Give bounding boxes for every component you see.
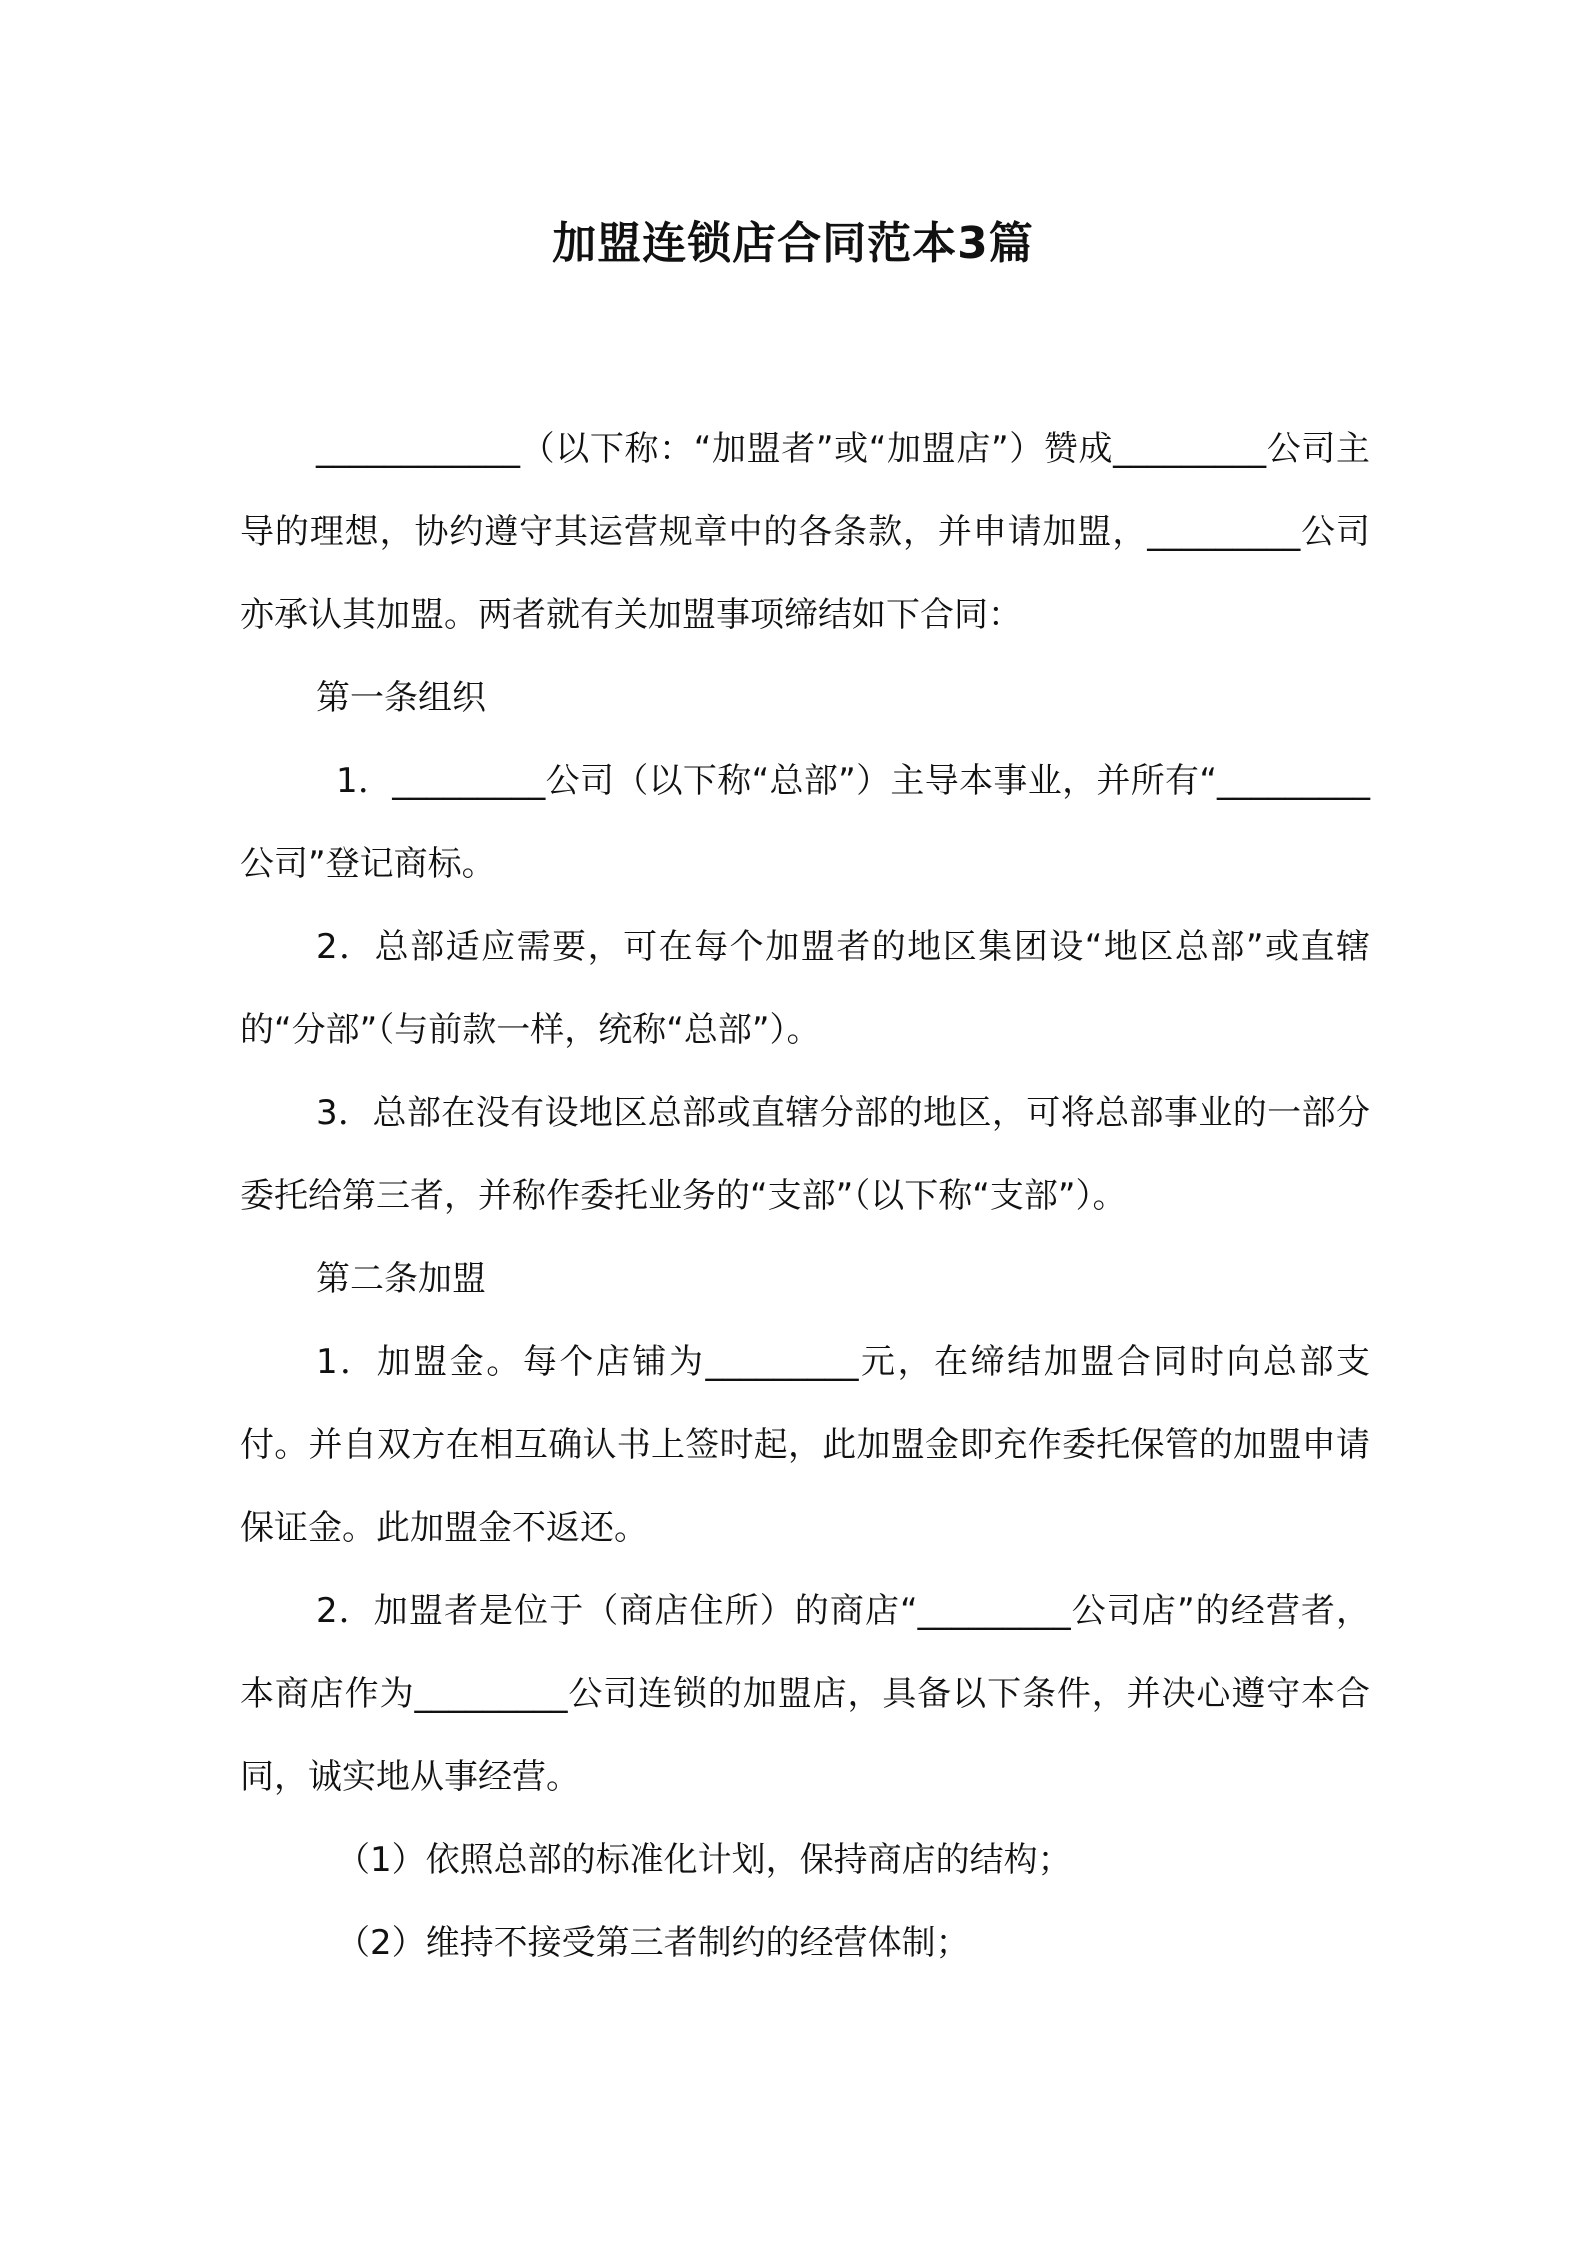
article-1-clause-3: 3．总部在没有设地区总部或直辖分部的地区，可将总部事业的一部分委托给第三者，并称作委托业务的“支部”（以下称“支部”）。 — [240, 1093, 1370, 1216]
article-1-clause-2: 2．总部适应需要，可在每个加盟者的地区集团设“地区总部”或直辖的“分部”（与前款一样，统称“总部”）。 — [240, 927, 1370, 1050]
article-1-clause-1: 1．_________公司（以下称“总部”）主导本事业，并所有“_________公司”登记商标。 — [240, 761, 1370, 884]
document-title: 加盟连锁店合同范本3篇 — [552, 218, 1034, 269]
article-2-clause-2: 2．加盟者是位于（商店住所）的商店“_________公司店”的经营者，本商店作为_________公司连锁的加盟店，具备以下条件，并决心遵守本合同，诚实地从事经营。 — [240, 1591, 1370, 1797]
article-1-heading: 第一条组织 — [316, 678, 486, 718]
article-2-condition-1: （1）依照总部的标准化计划，保持商店的结构； — [336, 1840, 1072, 1880]
article-2-heading: 第二条加盟 — [316, 1259, 486, 1299]
preamble-paragraph: ____________（以下称：“加盟者”或“加盟店”）赞成_________公司主导的理想，协约遵守其运营规章中的各条款，并申请加盟，_________公司亦承认其加盟。两者就有关加盟事项缔结如下合同： — [240, 429, 1370, 635]
article-2-condition-2: （2）维持不接受第三者制约的经营体制； — [336, 1923, 970, 1963]
document-body — [240, 408, 1370, 1985]
article-2-clause-1: 1．加盟金。每个店铺为_________元，在缔结加盟合同时向总部支付。并自双方在相互确认书上签时起，此加盟金即充作委托保管的加盟申请保证金。此加盟金不返还。 — [240, 1342, 1370, 1548]
